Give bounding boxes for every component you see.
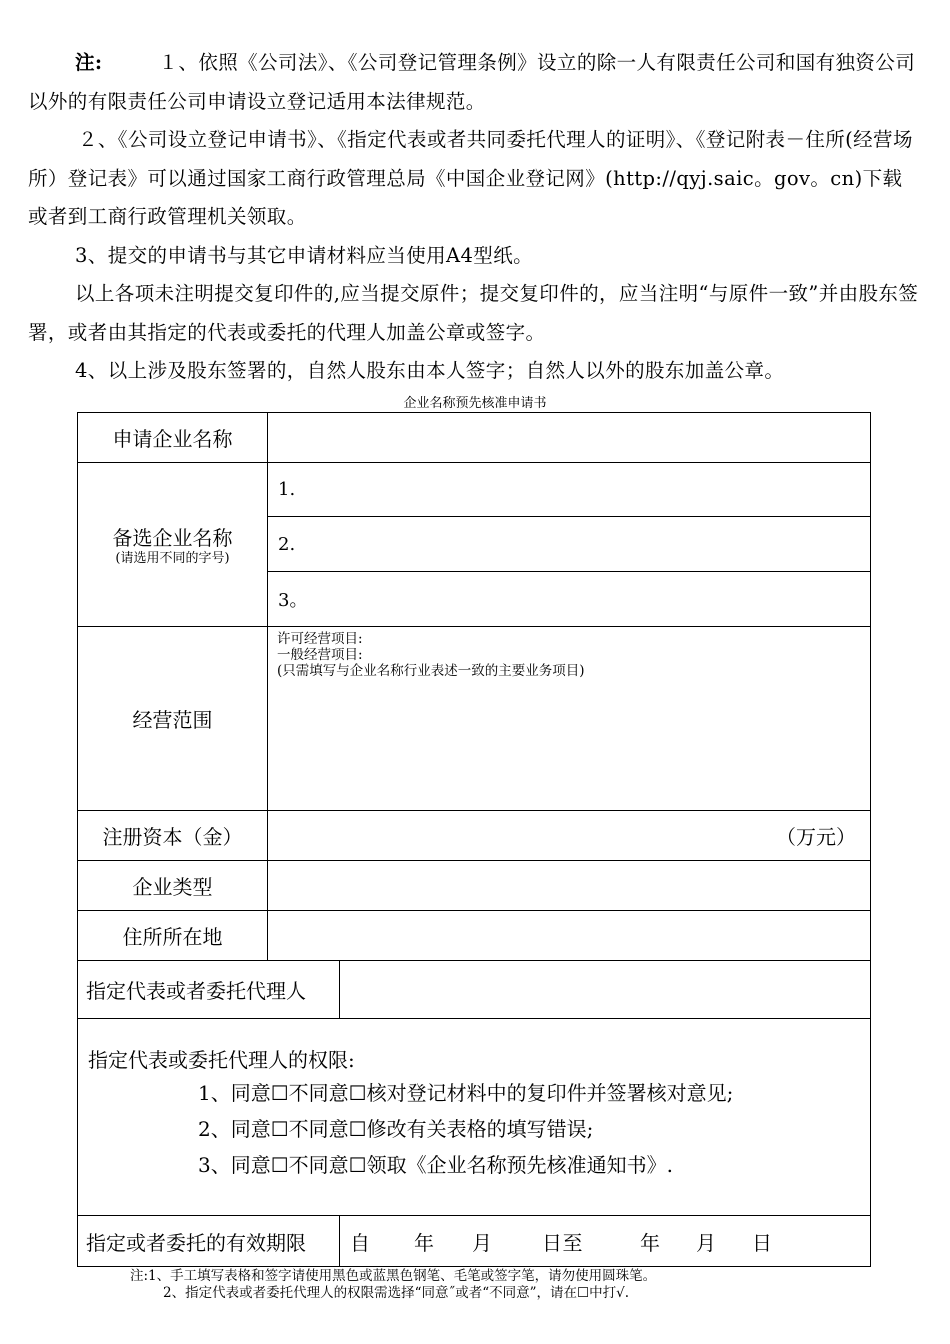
alt-names-label: 备选企业名称 — [112, 526, 233, 550]
capital-row — [78, 811, 871, 861]
capital-unit: （万元） — [776, 825, 856, 849]
application-form — [77, 412, 871, 1267]
validity-month-2: 月 — [696, 1230, 717, 1255]
permission-item-1[interactable]: 1、同意☐不同意☐核对登记材料中的复印件并签署核对意见; — [198, 1081, 734, 1105]
scope-hint: (只需填写与企业名称行业表述一致的主要业务项目) — [277, 663, 585, 679]
footnote-1: 注:1、手工填写表格和签字请使用黑色或蓝黑色钢笔、毛笔或签字笔，请勿使用圆珠笔。 — [130, 1268, 657, 1284]
company-type-label: 企业类型 — [78, 861, 268, 911]
delegate-field[interactable] — [340, 961, 871, 1019]
note-item-2: ２、《公司设立登记申请书》、《指定代表或者共同委托代理人的证明》、《登记附表－住所(经营场所）登记表》可以通过国家工商行政管理总局《中国企业登记网》(http://qyj.saic。gov。cn)下载或者到工商行政管理机关领取。 — [28, 128, 913, 228]
validity-year-2: 年 — [640, 1230, 661, 1255]
validity-day-to: 日至 — [542, 1230, 583, 1255]
delegate-label: 指定代表或者委托代理人 — [78, 961, 340, 1019]
form-title: 企业名称预先核准申请书 — [403, 396, 547, 411]
permissions-cell — [78, 1019, 871, 1216]
footnote-2: 2、指定代表或者委托代理人的权限需选择“同意˝或者“不同意”，请在☐中打√. — [163, 1285, 630, 1301]
validity-row — [78, 1216, 871, 1267]
address-row — [78, 911, 871, 961]
permission-item-3[interactable]: 3、同意☐不同意☐领取《企业名称预先核准通知书》. — [198, 1153, 673, 1177]
note-item-3: 3、提交的申请书与其它申请材料应当使用A4型纸。 — [75, 243, 533, 267]
scope-general-label: 一般经营项目: — [277, 647, 363, 663]
address-field[interactable] — [268, 911, 871, 961]
scope-row — [78, 627, 871, 811]
note-item-1-text: 依照《公司法》、《公司登记管理条例》设立的除一人有限责任公司和国有独资公司以外的有限责任公司申请设立登记适用本法律规范。 — [28, 51, 916, 113]
company-type-row — [78, 861, 871, 911]
validity-year-1: 年 — [414, 1230, 435, 1255]
scope-label: 经营范围 — [78, 627, 268, 811]
note-item-3-extra: 以上各项未注明提交复印件的,应当提交原件；提交复印件的，应当注明“与原件一致”并由股东签署，或者由其指定的代表或委托的代理人加盖公章或签字。 — [28, 282, 919, 344]
validity-field[interactable] — [340, 1216, 871, 1267]
instructions-notes — [28, 44, 921, 391]
address-label: 住所所在地 — [78, 911, 268, 961]
delegate-row — [78, 961, 871, 1019]
form-footnotes — [130, 1268, 656, 1302]
note-heading: 注: — [75, 51, 103, 74]
company-name-label: 申请企业名称 — [78, 413, 268, 463]
note-item-1-prefix: １、 — [158, 51, 199, 74]
company-name-row — [78, 413, 871, 463]
validity-day-2: 日 — [752, 1230, 773, 1255]
alt-name-field-3[interactable]: 3。 — [268, 572, 871, 627]
company-name-field[interactable] — [268, 413, 871, 463]
capital-field[interactable] — [268, 811, 871, 861]
permissions-title: 指定代表或委托代理人的权限: — [88, 1048, 355, 1072]
note-item-1 — [28, 44, 921, 121]
alt-name-field-2[interactable]: 2. — [268, 517, 871, 572]
scope-field[interactable] — [268, 627, 871, 811]
note-item-4: 4、以上涉及股东签署的，自然人股东由本人签字；自然人以外的股东加盖公章。 — [75, 359, 785, 382]
company-type-field[interactable] — [268, 861, 871, 911]
validity-month-1: 月 — [472, 1230, 493, 1255]
alt-names-label-cell — [78, 463, 268, 627]
permissions-row — [78, 1019, 871, 1216]
permission-item-2[interactable]: 2、同意☐不同意☐修改有关表格的填写错误; — [198, 1117, 594, 1141]
alt-name-field-1[interactable]: 1. — [268, 463, 871, 517]
validity-label: 指定或者委托的有效期限 — [78, 1216, 340, 1267]
alt-names-sublabel: (请选用不同的字号) — [115, 551, 230, 566]
scope-licensed-label: 许可经营项目: — [277, 631, 363, 647]
capital-label: 注册资本（金） — [78, 811, 268, 861]
validity-from: 自 — [350, 1230, 371, 1255]
alt-name-row-1 — [78, 463, 871, 517]
